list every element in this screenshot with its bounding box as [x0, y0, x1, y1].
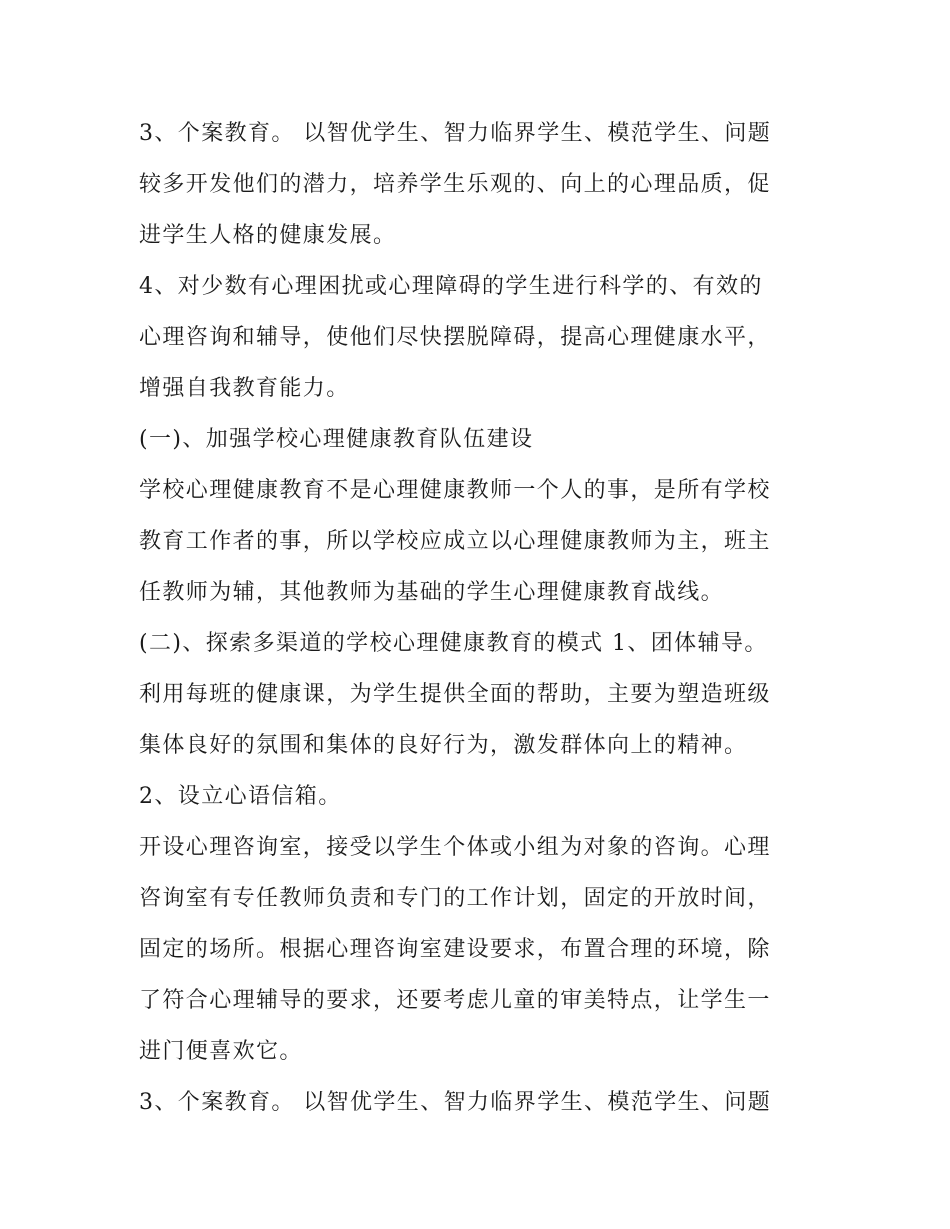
text-line: 较多开发他们的潜力，培养学生乐观的、向上的心理品质，促 — [139, 172, 771, 197]
text-line: 学校心理健康教育不是心理健康教师一个人的事，是所有学校 — [139, 478, 771, 503]
text-line: 开设心理咨询室，接受以学生个体或小组为对象的咨询。心理 — [139, 835, 771, 860]
text-line: 教育工作者的事，所以学校应成立以心理健康教师为主，班主 — [139, 529, 771, 554]
text-line: 增强自我教育能力。 — [139, 376, 350, 401]
text-line: 4、对少数有心理困扰或心理障碍的学生进行科学的、有效的 — [139, 274, 763, 299]
document-body — [139, 108, 819, 1128]
text-line: 进门便喜欢它。 — [139, 1039, 303, 1064]
section-heading: (一)、加强学校心理健康教育队伍建设 — [139, 427, 534, 452]
text-line: 了符合心理辅导的要求，还要考虑儿童的审美特点，让学生一 — [139, 988, 771, 1013]
text-line: 咨询室有专任教师负责和专门的工作计划，固定的开放时间， — [139, 886, 771, 911]
text-line: 3、个案教育。 以智优学生、智力临界学生、模范学生、问题 — [139, 121, 772, 146]
text-line: 任教师为辅，其他教师为基础的学生心理健康教育战线。 — [139, 580, 725, 605]
text-line: 心理咨询和辅导，使他们尽快摆脱障碍，提高心理健康水平， — [139, 325, 771, 350]
text-line: 3、个案教育。 以智优学生、智力临界学生、模范学生、问题 — [139, 1090, 772, 1115]
text-line: 2、设立心语信箱。 — [139, 784, 342, 809]
text-line: 固定的场所。根据心理咨询室建设要求，布置合理的环境，除 — [139, 937, 771, 962]
text-line: 进学生人格的健康发展。 — [139, 223, 397, 248]
section-heading: (二)、探索多渠道的学校心理健康教育的模式 1、团体辅导。 — [139, 631, 768, 656]
text-line: 利用每班的健康课，为学生提供全面的帮助，主要为塑造班级 — [139, 682, 771, 707]
text-line: 集体良好的氛围和集体的良好行为，激发群体向上的精神。 — [139, 733, 748, 758]
